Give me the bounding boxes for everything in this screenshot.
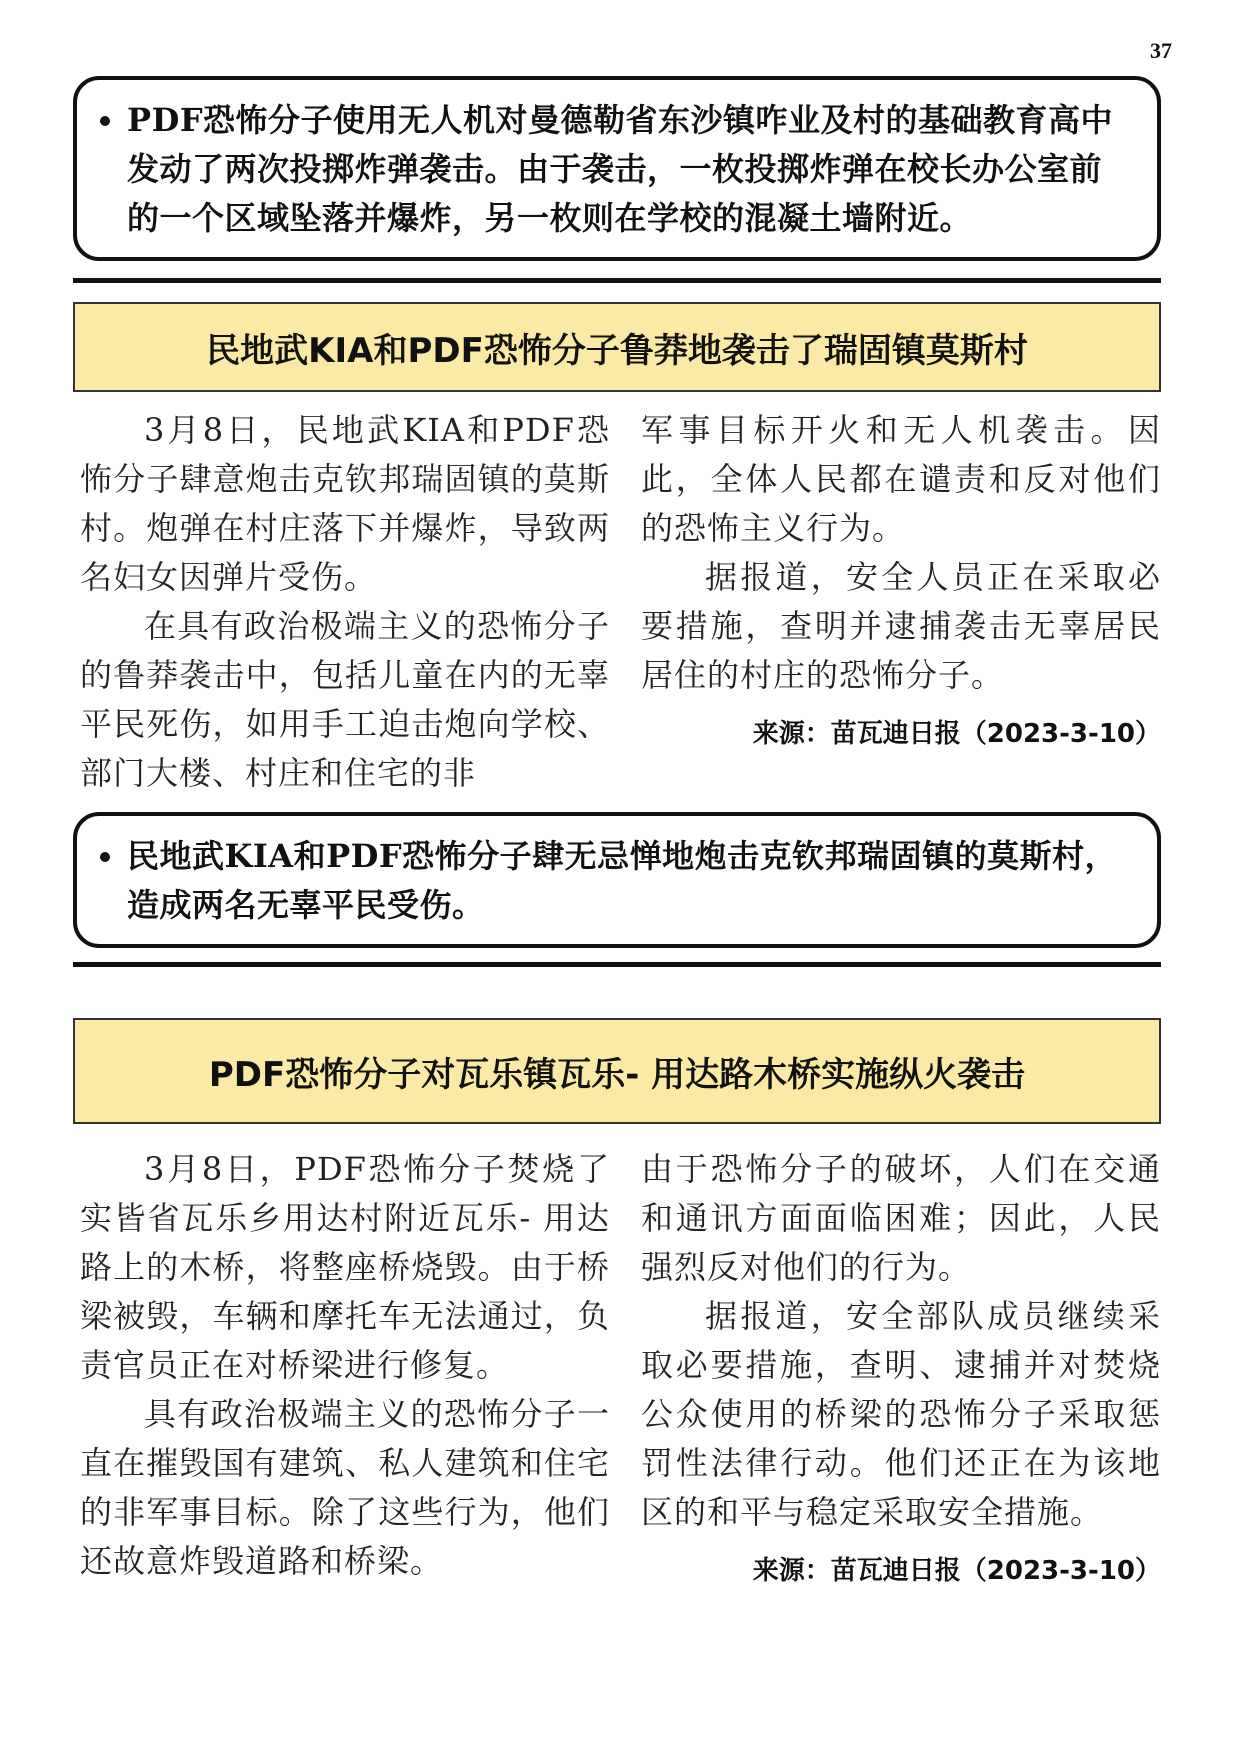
article-headline: PDF恐怖分子对瓦乐镇瓦乐- 用达路木桥实施纵火袭击 <box>73 1018 1161 1124</box>
article-column-right <box>641 406 1161 754</box>
article-column-right <box>641 1145 1161 1591</box>
paragraph: 军事目标开火和无人机袭击。因此，全体人民都在谴责和反对他们的恐怖主义行为。 <box>641 411 1161 547</box>
article-column-left <box>80 1145 610 1586</box>
article-headline: 民地武KIA和PDF恐怖分子鲁莽地袭击了瑞固镇莫斯村 <box>73 302 1161 392</box>
paragraph: 据报道，安全部队成员继续采取必要措施，查明、逮捕并对焚烧公众使用的桥梁的恐怖分子采取惩罚性法律行动。他们还正在为该地区的和平与稳定采取安全措施。 <box>641 1297 1161 1531</box>
paragraph: 在具有政治极端主义的恐怖分子的鲁莽袭击中，包括儿童在内的无辜平民死伤，如用手工迫击炮向学校、部门大楼、村庄和住宅的非 <box>80 607 610 792</box>
article-column-left <box>80 406 610 798</box>
page-number: 37 <box>1150 38 1172 63</box>
paragraph: 3月8日，民地武KIA和PDF恐怖分子肆意炮击克钦邦瑞固镇的莫斯村。炮弹在村庄落下并爆炸，导致两名妇女因弹片受伤。 <box>80 411 610 596</box>
paragraph: 具有政治极端主义的恐怖分子一直在摧毁国有建筑、私人建筑和住宅的非军事目标。除了这些行为，他们还故意炸毁道路和桥梁。 <box>80 1395 610 1580</box>
paragraph: 3月8日，PDF恐怖分子焚烧了实皆省瓦乐乡用达村附近瓦乐- 用达路上的木桥，将整座桥烧毁。由于桥梁被毁，车辆和摩托车无法通过，负责官员正在对桥梁进行修复。 <box>80 1150 610 1384</box>
paragraph: 据报道，安全人员正在采取必要措施，查明并逮捕袭击无辜居民居住的村庄的恐怖分子。 <box>641 558 1161 694</box>
divider-rule <box>73 278 1161 283</box>
paragraph: 由于恐怖分子的破坏，人们在交通和通讯方面面临困难；因此，人民强烈反对他们的行为。 <box>641 1150 1161 1286</box>
summary-box-top <box>73 76 1161 261</box>
divider-rule <box>73 962 1161 967</box>
source-citation: 来源：苗瓦迪日报（2023-3-10） <box>752 1556 1161 1586</box>
source-citation: 来源：苗瓦迪日报（2023-3-10） <box>752 719 1161 749</box>
summary-box-middle <box>73 812 1161 948</box>
summary-bullet: • PDF恐怖分子使用无人机对曼德勒省东沙镇咋业及村的基础教育高中发动了两次投掷炸弹袭击。由于袭击，一枚投掷炸弹在校长办公室前的一个区域坠落并爆炸，另一枚则在学校的混凝土墙附近。 <box>127 96 1133 243</box>
summary-bullet: • 民地武KIA和PDF恐怖分子肆无忌惮地炮击克钦邦瑞固镇的莫斯村，造成两名无辜平民受伤。 <box>127 832 1133 930</box>
